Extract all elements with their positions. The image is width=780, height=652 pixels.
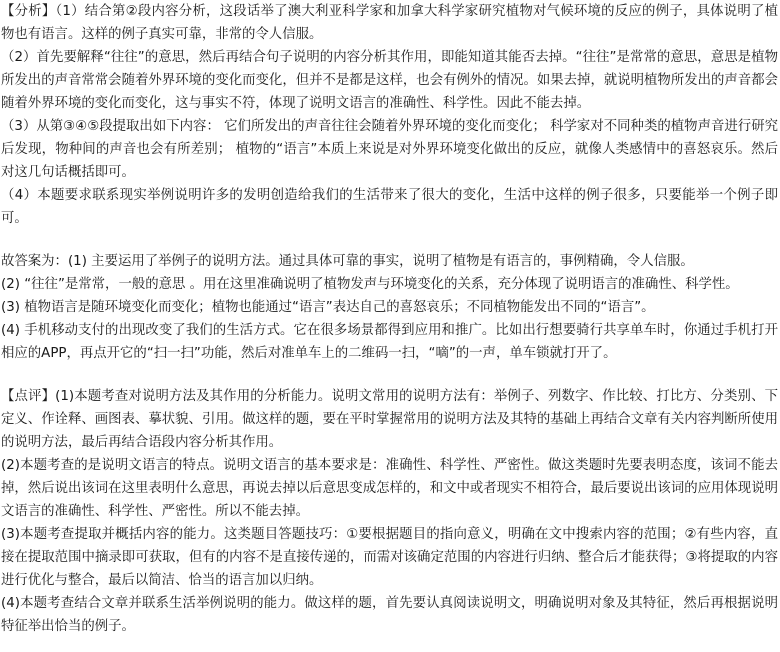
- answer-paragraph-1: 故答案为：(1) 主要运用了举例子的说明方法。通过具体可靠的事实，说明了植物是有语言的，事例精确，令人信服。: [1, 254, 694, 269]
- review-paragraph-1: 【点评】(1)本题考查对说明方法及其作用的分析能力。说明文常用的说明方法有：举例子、列数字、作比较、打比方、分类别、下定义、作诠释、画图表、摹状貌、引用。做这样的题，要在平时掌握常用的说明方法及其特的基础上再结合文章有关内容判断所使用的说明方法，最后再结合语段内容分析其作用。: [1, 389, 778, 450]
- review-paragraph-3: (3)本题考查提取并概括内容的能力。这类题目答题技巧：①要根据题目的指向意义，明确在文中搜索内容的范围；②有些内容，直接在提取范围中摘录即可获取，但有的内容不是直接传递的，而需对该确定范围的内容进行归纳、整合后才能获得；③将提取的内容进行优化与整合，最后以简洁、恰当的语言加以归纳。: [1, 527, 778, 588]
- answer-section: [1, 250, 778, 365]
- review-section: [1, 385, 778, 638]
- answer-paragraph-2: (2) “往往”是常常，一般的意思 。用在这里准确说明了植物发声与环境变化的关系，充分体现了说明语言的准确性、科学性。: [1, 277, 739, 292]
- answer-paragraph-4: (4) 手机移动支付的出现改变了我们的生活方式。它在很多场景都得到应用和推广。比如出行想要骑行共享单车时，你通过手机打开相应的APP，再点开它的“扫一扫”功能，然后对准单车上的二维码一扫，“嘀”的一声，单车锁就打开了。: [1, 323, 778, 361]
- analysis-paragraph-3: （3）从第③④⑤段提取出如下内容： 它们所发出的声音往往会随着外界环境的变化而变化； 科学家对不同种类的植物声音进行研究后发现，物种间的声音也会有所差别； 植物的“语言”本质上来说是对外界环境变化做出的反应，就像人类感情中的喜怒哀乐。然后对这几句话概括即可。: [1, 119, 778, 180]
- analysis-paragraph-4: （4）本题要求联系现实举例说明许多的发明创造给我们的生活带来了很大的变化，生活中这样的例子很多，只要能举一个例子即可。: [1, 188, 778, 226]
- answer-paragraph-3: (3) 植物语言是随环境变化而变化；植物也能通过“语言”表达自己的喜怒哀乐；不同植物能发出不同的“语言”。: [1, 300, 655, 315]
- analysis-section: [1, 0, 778, 230]
- analysis-paragraph-1: 【分析】（1）结合第②段内容分析，这段话举了澳大利亚科学家和加拿大科学家研究植物对气候环境的反应的例子，具体说明了植物也有语言。这样的例子真实可靠，非常的令人信服。: [1, 4, 778, 42]
- analysis-paragraph-2: （2）首先要解释“往往”的意思，然后再结合句子说明的内容分析其作用，即能知道其能否去掉。“往往”是常常的意思，意思是植物所发出的声音常常会随着外界环境的变化而变化，但并不是都是这样，也会有例外的情况。如果去掉，就说明植物所发出的声音都会随着外界环境的变化而变化，这与事实不符，体现了说明文语言的准确性、科学性。因此不能去掉。: [1, 50, 778, 111]
- review-paragraph-2: (2)本题考查的是说明文语言的特点。说明文语言的基本要求是：准确性、科学性、严密性。做这类题时先要表明态度，该词不能去掉，然后说出该词在这里表明什么意思，再说去掉以后意思变成怎样的，和文中或者现实不相符合，最后要说出该词的应用体现说明文语言的准确性、科学性、严密性。所以不能去掉。: [1, 458, 778, 519]
- review-paragraph-4: (4)本题考查结合文章并联系生活举例说明的能力。做这样的题，首先要认真阅读说明文，明确说明对象及其特征，然后再根据说明特征举出恰当的例子。: [1, 596, 778, 634]
